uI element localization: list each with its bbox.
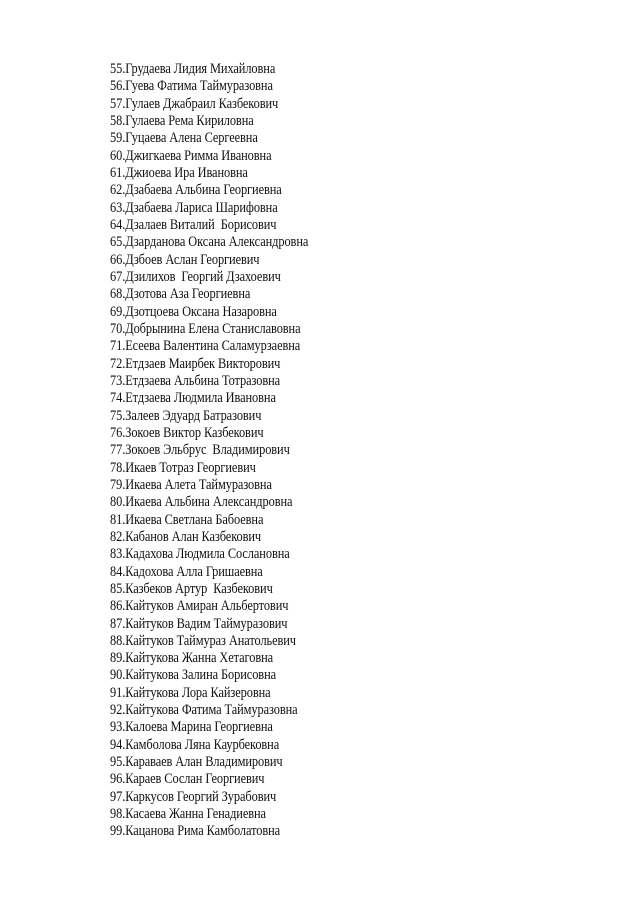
list-item: 75.Залеев Эдуард Батразович bbox=[110, 407, 262, 424]
list-item: 80.Икаева Альбина Александровна bbox=[110, 494, 293, 511]
list-item: 85.Казбеков Артур Казбекович bbox=[110, 580, 273, 597]
list-item: 79.Икаева Алета Таймуразовна bbox=[110, 476, 272, 493]
list-item: 74.Етдзаева Людмила Ивановна bbox=[110, 390, 276, 407]
list-item: 81.Икаева Светлана Бабоевна bbox=[110, 511, 264, 528]
list-item: 92.Кайтукова Фатима Таймуразовна bbox=[110, 702, 298, 719]
list-item: 70.Добрынина Елена Станиславовна bbox=[110, 320, 301, 337]
list-item: 71.Есеева Валентина Саламурзаевна bbox=[110, 338, 301, 355]
list-item: 77.Зокоев Эльбрус Владимирович bbox=[110, 442, 290, 459]
list-item: 87.Кайтуков Вадим Таймуразович bbox=[110, 615, 288, 632]
list-item: 83.Кадахова Людмила Сослановна bbox=[110, 546, 290, 563]
list-item: 66.Дзбоев Аслан Георгиевич bbox=[110, 251, 260, 268]
list-item: 91.Кайтукова Лора Кайзеровна bbox=[110, 684, 271, 701]
list-item: 76.Зокоев Виктор Казбекович bbox=[110, 424, 264, 441]
list-item: 67.Дзилихов Георгий Дзахоевич bbox=[110, 268, 281, 285]
list-item: 72.Етдзаев Маирбек Викторович bbox=[110, 355, 281, 372]
list-item: 97.Каркусов Георгий Зурабович bbox=[110, 788, 277, 805]
list-item: 88.Кайтуков Таймураз Анатольевич bbox=[110, 632, 296, 649]
list-item: 62.Дзабаева Альбина Георгиевна bbox=[110, 182, 282, 199]
list-item: 55.Грудаева Лидия Михайловна bbox=[110, 61, 276, 77]
list-item: 60.Джигкаева Римма Ивановна bbox=[110, 147, 272, 164]
list-item: 86.Кайтуков Амиран Альбертович bbox=[110, 598, 289, 615]
list-item: 58.Гулаева Рема Кириловна bbox=[110, 112, 254, 129]
list-item: 57.Гулаев Джабраил Казбекович bbox=[110, 95, 279, 112]
list-item: 56.Гуева Фатима Таймуразовна bbox=[110, 78, 273, 95]
list-item: 93.Калоева Марина Георгиевна bbox=[110, 719, 273, 736]
list-item: 89.Кайтукова Жанна Хетаговна bbox=[110, 650, 274, 667]
list-item: 95.Караваев Алан Владимирович bbox=[110, 754, 283, 771]
list-item: 65.Дзарданова Оксана Александровна bbox=[110, 234, 309, 251]
list-item: 94.Камболова Ляна Каурбековна bbox=[110, 736, 280, 753]
list-item: 82.Кабанов Алан Казбекович bbox=[110, 528, 262, 545]
list-item: 73.Етдзаева Альбина Тотразовна bbox=[110, 372, 281, 389]
list-item: 84.Кадохова Алла Гришаевна bbox=[110, 563, 263, 580]
list-item: 59.Гуцаева Алена Сергеевна bbox=[110, 130, 258, 147]
list-item: 96.Караев Сослан Георгиевич bbox=[110, 771, 265, 788]
list-item: 63.Дзабаева Лариса Шарифовна bbox=[110, 199, 278, 216]
list-item: 68.Дзотова Аза Георгиевна bbox=[110, 286, 251, 303]
name-list bbox=[110, 61, 341, 841]
list-item: 64.Дзалаев Виталий Борисович bbox=[110, 216, 277, 233]
list-item: 90.Кайтукова Залина Борисовна bbox=[110, 667, 277, 684]
list-item: 69.Дзотцоева Оксана Назаровна bbox=[110, 303, 277, 320]
list-item: 61.Джиоева Ира Ивановна bbox=[110, 164, 248, 181]
list-item: 98.Касаева Жанна Генадиевна bbox=[110, 806, 266, 823]
list-item: 99.Кацанова Рима Камболатовна bbox=[110, 823, 281, 840]
list-item: 78.Икаев Тотраз Георгиевич bbox=[110, 459, 256, 476]
